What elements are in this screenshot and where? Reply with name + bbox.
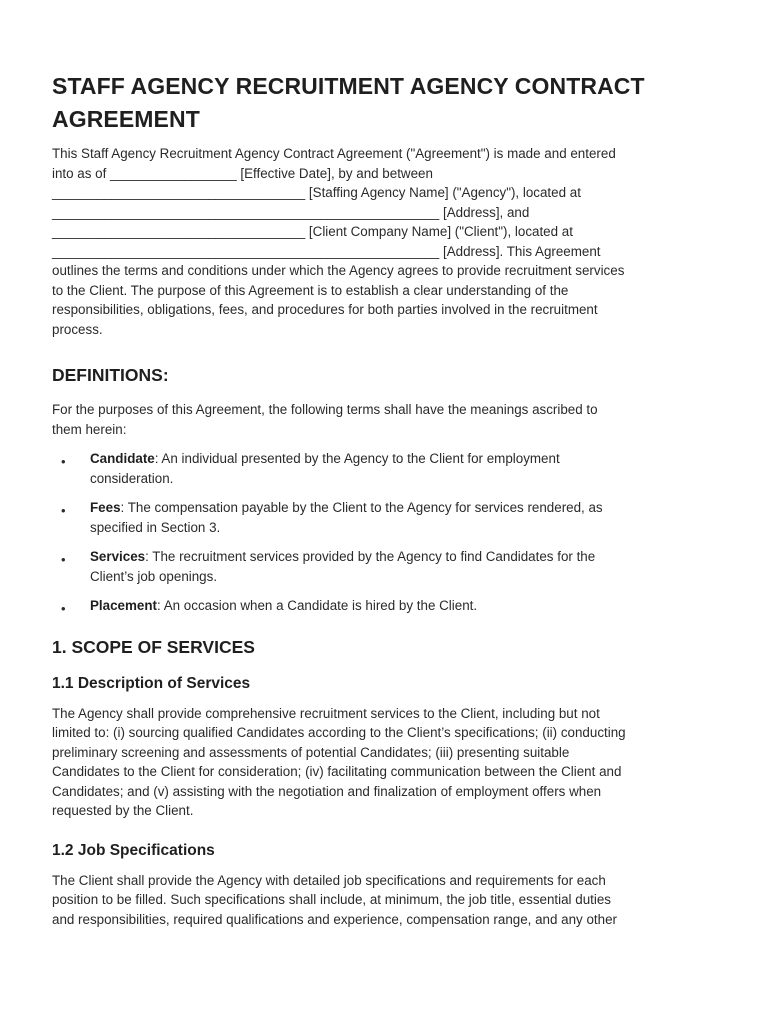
bullet-icon: • — [61, 503, 66, 518]
definition-text: consideration. — [90, 470, 174, 486]
definitions-lead — [52, 400, 718, 439]
definition-item-candidate — [52, 449, 718, 488]
definition-text: : An individual presented by the Agency to the Client for employment — [154, 451, 560, 466]
definitions-heading: DEFINITIONS: — [52, 365, 169, 385]
intro-line: outlines the terms and conditions under which the Agency agrees to provide recruitment services — [52, 263, 625, 278]
body-line: The Agency shall provide comprehensive recruitment services to the Client, including but not — [52, 705, 600, 721]
subsection-1-2-body — [52, 871, 718, 930]
definition-text: : The recruitment services provided by the Agency to find Candidates for the — [145, 549, 596, 564]
intro-line: ____________________________________________________ [Address], and — [52, 204, 530, 220]
intro-line: process. — [52, 321, 103, 337]
body-line: The Client shall provide the Agency with detailed job specifications and requirements for each — [52, 872, 606, 888]
definition-item-fees — [52, 498, 718, 537]
definition-item-services — [52, 547, 718, 586]
subsection-1-1-body — [52, 704, 718, 821]
definition-term: Services — [90, 549, 146, 564]
bullet-icon: • — [61, 601, 66, 616]
definition-item-placement — [52, 596, 718, 616]
intro-line: to the Client. The purpose of this Agreement is to establish a clear understanding of the — [52, 282, 569, 298]
intro-line: ____________________________________________________ [Address]. This Agreement — [52, 243, 601, 259]
definition-text: specified in Section 3. — [90, 519, 221, 535]
intro-line: into as of _________________ [Effective Date], by and between — [52, 165, 433, 181]
definition-term: Fees — [90, 500, 121, 515]
body-line: limited to: (i) sourcing qualified Candidates according to the Client’s specifications; (ii) conducting — [52, 725, 626, 740]
intro-line: __________________________________ [Client Company Name] ("Client"), located at — [52, 224, 573, 239]
bullet-icon: • — [61, 552, 66, 567]
definitions-lead-line: For the purposes of this Agreement, the following terms shall have the meanings ascribed to — [52, 402, 598, 417]
subsection-1-1-heading: 1.1 Description of Services — [52, 674, 251, 692]
definition-term: Placement — [90, 598, 157, 613]
definition-text: : An occasion when a Candidate is hired by the Client. — [157, 598, 478, 613]
body-line: requested by the Client. — [52, 803, 194, 818]
definitions-lead-line: them herein: — [52, 421, 127, 437]
body-line: Candidates to the Client for consideration; (iv) facilitating communication between the Client and — [52, 764, 622, 779]
section-1-heading: 1. SCOPE OF SERVICES — [52, 636, 255, 657]
body-line: and responsibilities, required qualifications and experience, compensation range, and any other — [52, 911, 617, 927]
body-line: preliminary screening and assessments of potential Candidates; (iii) presenting suitable — [52, 744, 570, 760]
definition-term: Candidate — [90, 451, 155, 466]
definition-text: : The compensation payable by the Client to the Agency for services rendered, as — [120, 500, 603, 515]
document-title: STAFF AGENCY RECRUITMENT AGENCY CONTRACT AGREEMENT — [52, 73, 645, 132]
subsection-1-2-heading: 1.2 Job Specifications — [52, 841, 215, 859]
definitions-list — [52, 449, 718, 616]
intro-line: responsibilities, obligations, fees, and procedures for both parties involved in the recruitment — [52, 302, 598, 317]
bullet-icon: • — [61, 454, 66, 469]
intro-paragraph — [52, 144, 718, 339]
body-line: position to be filled. Such specifications shall include, at minimum, the job title, essential duties — [52, 892, 611, 907]
intro-line: This Staff Agency Recruitment Agency Contract Agreement ("Agreement") is made and entered — [52, 146, 616, 161]
intro-line: __________________________________ [Staffing Agency Name] ("Agency"), located at — [52, 185, 581, 200]
body-line: Candidates; and (v) assisting with the negotiation and finalization of employment offers when — [52, 783, 602, 799]
definition-text: Client’s job openings. — [90, 568, 218, 584]
